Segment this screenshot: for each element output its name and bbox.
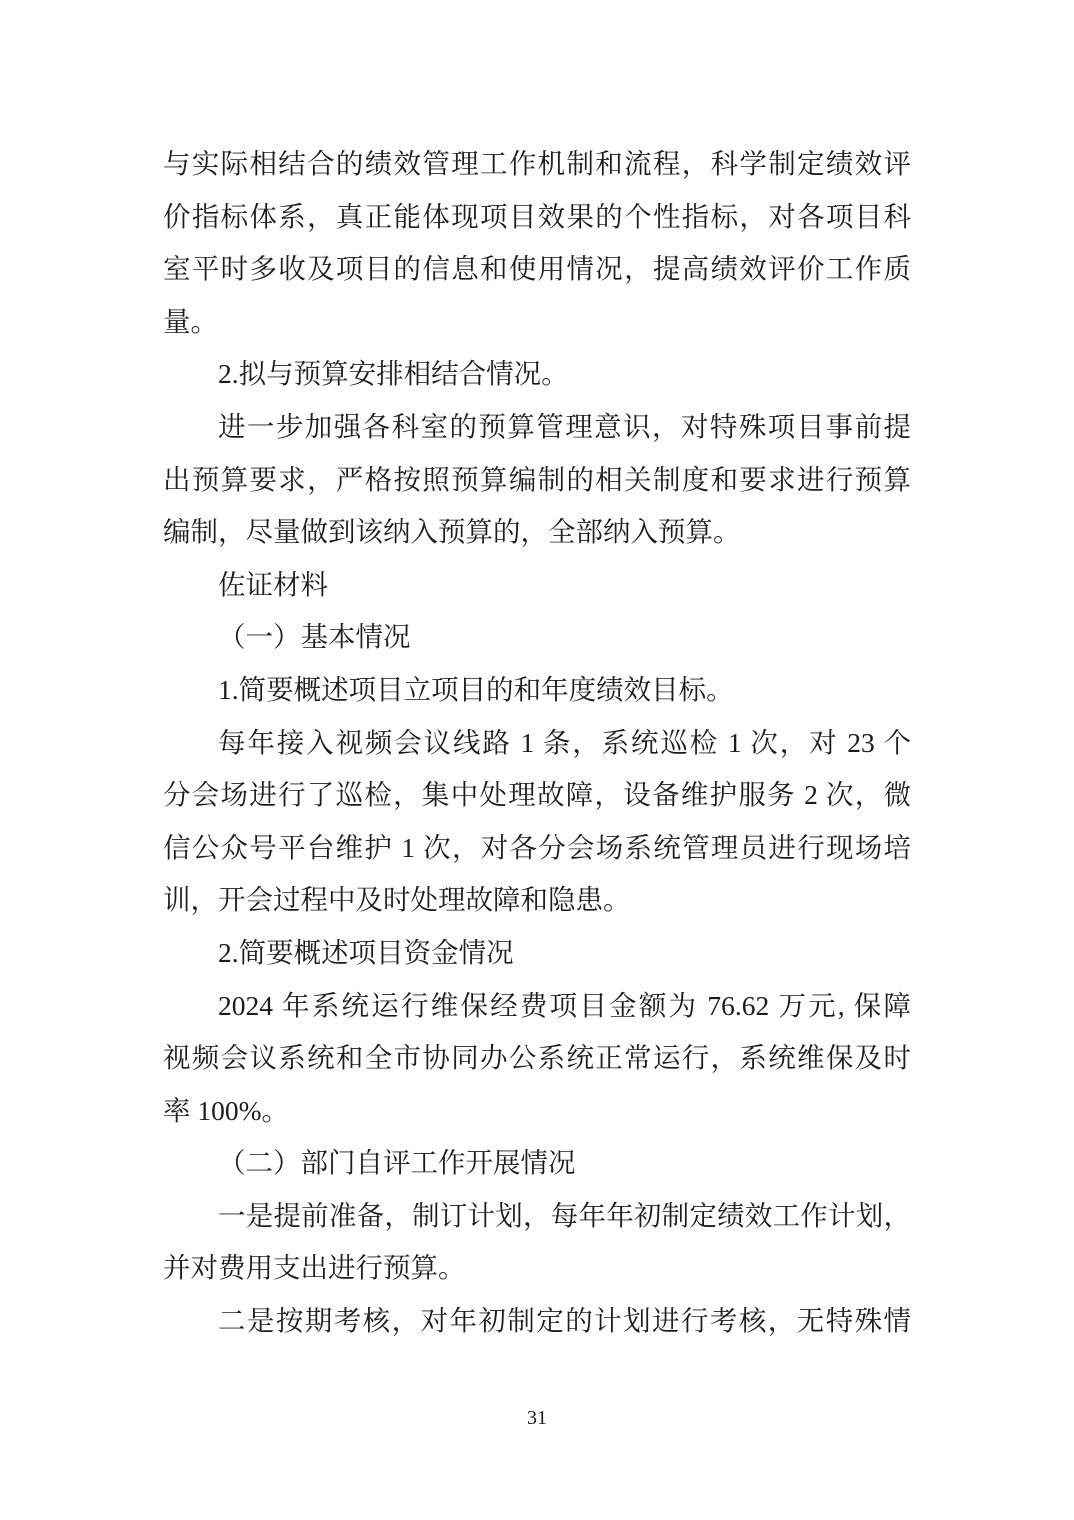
text-line: 1.简要概述项目立项目的和年度绩效目标。 bbox=[218, 673, 734, 705]
paragraph bbox=[163, 717, 911, 927]
text-line: 训，开会过程中及时处理故障和隐患。 bbox=[163, 884, 631, 916]
text-line: 视频会议系统和全市协同办公系统正常运行，系统维保及时 bbox=[163, 1042, 911, 1074]
paragraph bbox=[163, 1295, 911, 1348]
text-line: 2024 年系统运行维保经费项目金额为 76.62 万元, 保障 bbox=[218, 989, 911, 1021]
text-line: 与实际相结合的绩效管理工作机制和流程，科学制定绩效评 bbox=[163, 148, 911, 179]
text-line: 率 100%。 bbox=[163, 1094, 290, 1126]
text-line: 一是提前准备，制订计划，每年年初制定绩效工作计划， bbox=[218, 1199, 911, 1231]
text-line: 价指标体系，真正能体现项目效果的个性指标，对各项目科 bbox=[163, 200, 911, 232]
paragraph bbox=[163, 980, 911, 1138]
text-line: 2.简要概述项目资金情况 bbox=[218, 936, 514, 968]
paragraph bbox=[163, 348, 911, 401]
paragraph bbox=[163, 138, 911, 348]
text-line: 出预算要求，严格按照预算编制的相关制度和要求进行预算 bbox=[163, 463, 911, 495]
text-line: 每年接入视频会议线路 1 条，系统巡检 1 次，对 23 个 bbox=[218, 726, 911, 758]
paragraph bbox=[163, 664, 911, 717]
text-line: （二）部门自评工作开展情况 bbox=[218, 1147, 576, 1179]
text-line: （一）基本情况 bbox=[218, 621, 411, 653]
text-line: 二是按期考核，对年初制定的计划进行考核，无特殊情 bbox=[218, 1305, 911, 1337]
text-line: 编制，尽量做到该纳入预算的，全部纳入预算。 bbox=[163, 516, 741, 548]
text-line: 室平时多收及项目的信息和使用情况，提高绩效评价工作质 bbox=[163, 253, 911, 285]
page-footer bbox=[0, 1405, 1074, 1431]
paragraph bbox=[163, 1190, 911, 1295]
paragraph bbox=[163, 401, 911, 559]
paragraph bbox=[163, 559, 911, 612]
text-line: 量。 bbox=[163, 305, 218, 337]
paragraph bbox=[163, 611, 911, 664]
text-line: 信公众号平台维护 1 次，对各分会场系统管理员进行现场培 bbox=[163, 831, 911, 863]
text-line: 进一步加强各科室的预算管理意识，对特殊项目事前提 bbox=[218, 410, 911, 442]
document-body-text bbox=[163, 138, 911, 1348]
text-line: 2.拟与预算安排相结合情况。 bbox=[218, 358, 569, 390]
paragraph bbox=[163, 1137, 911, 1190]
paragraph bbox=[163, 927, 911, 980]
text-line: 并对费用支出进行预算。 bbox=[163, 1252, 466, 1284]
page-number: 31 bbox=[527, 1407, 547, 1429]
text-line: 分会场进行了巡检，集中处理故障，设备维护服务 2 次，微 bbox=[163, 779, 911, 811]
text-line: 佐证材料 bbox=[218, 568, 328, 600]
